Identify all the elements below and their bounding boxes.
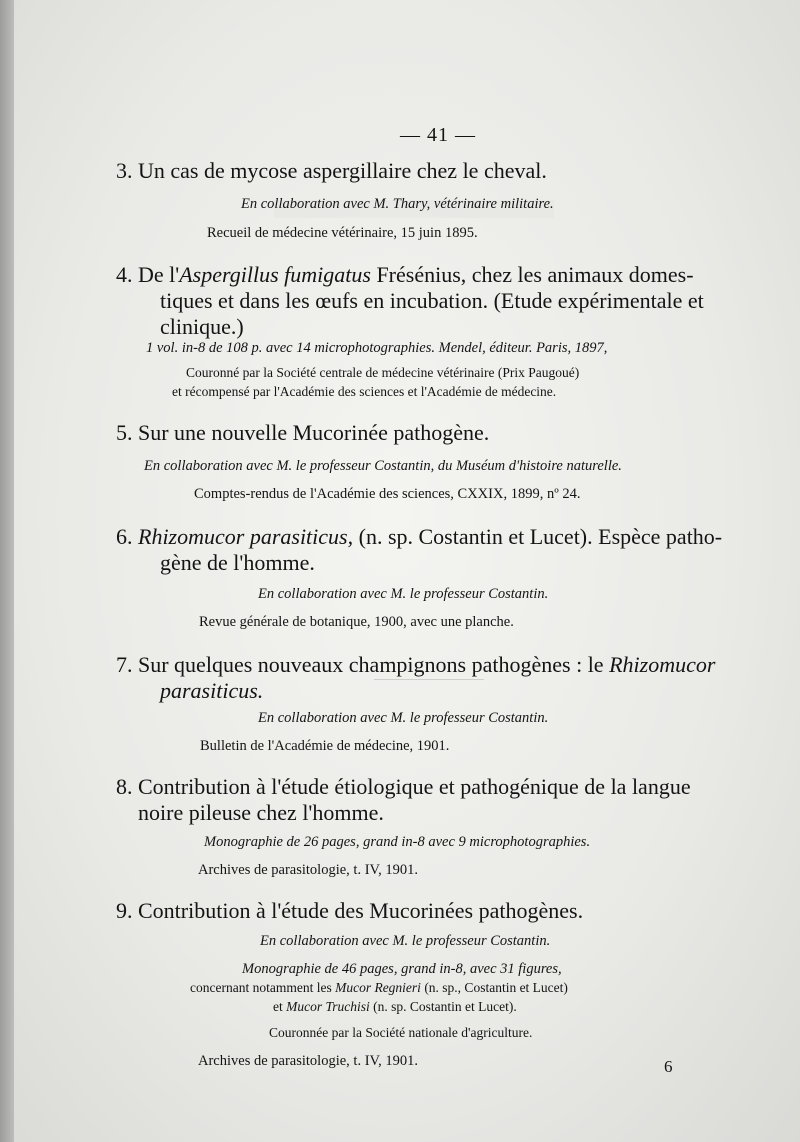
- entry-title-italic: Rhizomucor parasiticus,: [138, 524, 354, 549]
- entry-title-line2: gène de l'homme.: [160, 550, 315, 575]
- entry-title-prefix: Sur quelques nouveaux champignons pathogènes : le: [138, 652, 610, 677]
- entry-collaboration: En collaboration avec M. le professeur Costantin, du Muséum d'histoire naturelle.: [144, 458, 622, 474]
- detail-rest: (n. sp. Costantin et Lucet).: [369, 999, 517, 1014]
- page-number-top: — 41 —: [400, 124, 476, 146]
- page-number-bottom: 6: [664, 1057, 674, 1076]
- entry-publication: Monographie de 26 pages, grand in-8 avec 9 microphotographies.: [204, 834, 591, 850]
- entry-title-text: Contribution à l'étude étiologique et pathogénique de la langue: [138, 774, 691, 799]
- entry-number: 5.: [116, 420, 133, 445]
- detail-italic: Mucor Truchisi: [286, 999, 370, 1014]
- entry-title-rest: (n. sp. Costantin et Lucet). Espèce patho-: [353, 524, 723, 549]
- entry-reference: Archives de parasitologie, t. IV, 1901.: [198, 1053, 419, 1069]
- entry-publication: Monographie de 46 pages, grand in-8, avec 31 figures,: [242, 961, 562, 977]
- entry-title-line2: noire pileuse chez l'homme.: [138, 800, 384, 825]
- entry-detail-line2: [190, 980, 568, 996]
- entry-collaboration: En collaboration avec M. Thary, vétérinaire militaire.: [241, 196, 554, 212]
- entry-number: 8.: [116, 774, 133, 799]
- entry-award-line1: Couronné par la Société centrale de médecine vétérinaire (Prix Paugoué): [186, 365, 580, 380]
- entry-reference: Bulletin de l'Académie de médecine, 1901.: [200, 738, 450, 754]
- document-page: [14, 0, 800, 1142]
- entry-number: 4.: [116, 262, 133, 287]
- entry-title-text: Sur une nouvelle Mucorinée pathogène.: [138, 420, 490, 445]
- entry-number: 6.: [116, 524, 133, 549]
- entry-reference: Revue générale de botanique, 1900, avec une planche.: [199, 614, 514, 630]
- detail-prefix: et: [273, 999, 287, 1014]
- entry-award: Couronnée par la Société nationale d'agriculture.: [269, 1025, 533, 1040]
- entry-title-line2: [160, 678, 263, 703]
- entry-title-line2: tiques et dans les œufs en incubation. (Etude expérimentale et: [160, 288, 704, 313]
- detail-rest: (n. sp., Costantin et Lucet): [420, 980, 568, 995]
- entry-title-line1: [116, 774, 691, 799]
- entry-number: 7.: [116, 652, 133, 677]
- entry-collaboration: En collaboration avec M. le professeur Costantin.: [258, 586, 549, 602]
- entry-title-text: Contribution à l'étude des Mucorinées pathogènes.: [138, 898, 584, 923]
- entry-award-line2: et récompensé par l'Académie des sciences et l'Académie de médecine.: [172, 384, 557, 399]
- entry-title: [116, 420, 489, 445]
- entry-title-line1: [116, 652, 715, 677]
- entry-title-rest: Frésénius, chez les animaux domes-: [370, 262, 694, 287]
- entry-title-line1: [116, 524, 722, 549]
- entry-title-prefix: De l': [138, 262, 180, 287]
- detail-prefix: concernant notamment les: [190, 980, 336, 995]
- page-edge-shadow: [0, 0, 14, 1142]
- entry-detail-line3: [273, 999, 517, 1015]
- entry-title-line1: [116, 262, 694, 287]
- entry-title: [116, 158, 547, 183]
- entry-title: [116, 898, 583, 923]
- entry-title-line3: clinique.): [160, 314, 244, 339]
- entry-collaboration: En collaboration avec M. le professeur Costantin.: [258, 710, 549, 726]
- paper-crease: [374, 679, 484, 680]
- entry-title-italic-line2: parasiticus.: [160, 678, 264, 703]
- entry-collaboration: En collaboration avec M. le professeur Costantin.: [260, 933, 551, 949]
- detail-italic: Mucor Regnieri: [335, 980, 421, 995]
- entry-number: 3.: [116, 158, 133, 183]
- entry-reference: Archives de parasitologie, t. IV, 1901.: [198, 862, 419, 878]
- entry-title-italic: Rhizomucor: [609, 652, 716, 677]
- entry-title-text: Un cas de mycose aspergillaire chez le cheval.: [138, 158, 547, 183]
- entry-publication: 1 vol. in-8 de 108 p. avec 14 microphotographies. Mendel, éditeur. Paris, 1897,: [146, 340, 608, 356]
- entry-number: 9.: [116, 898, 133, 923]
- entry-reference: Comptes-rendus de l'Académie des sciences, CXXIX, 1899, nº 24.: [194, 486, 581, 502]
- entry-reference: Recueil de médecine vétérinaire, 15 juin 1895.: [207, 225, 478, 241]
- entry-title-italic: Aspergillus fumigatus: [179, 262, 371, 287]
